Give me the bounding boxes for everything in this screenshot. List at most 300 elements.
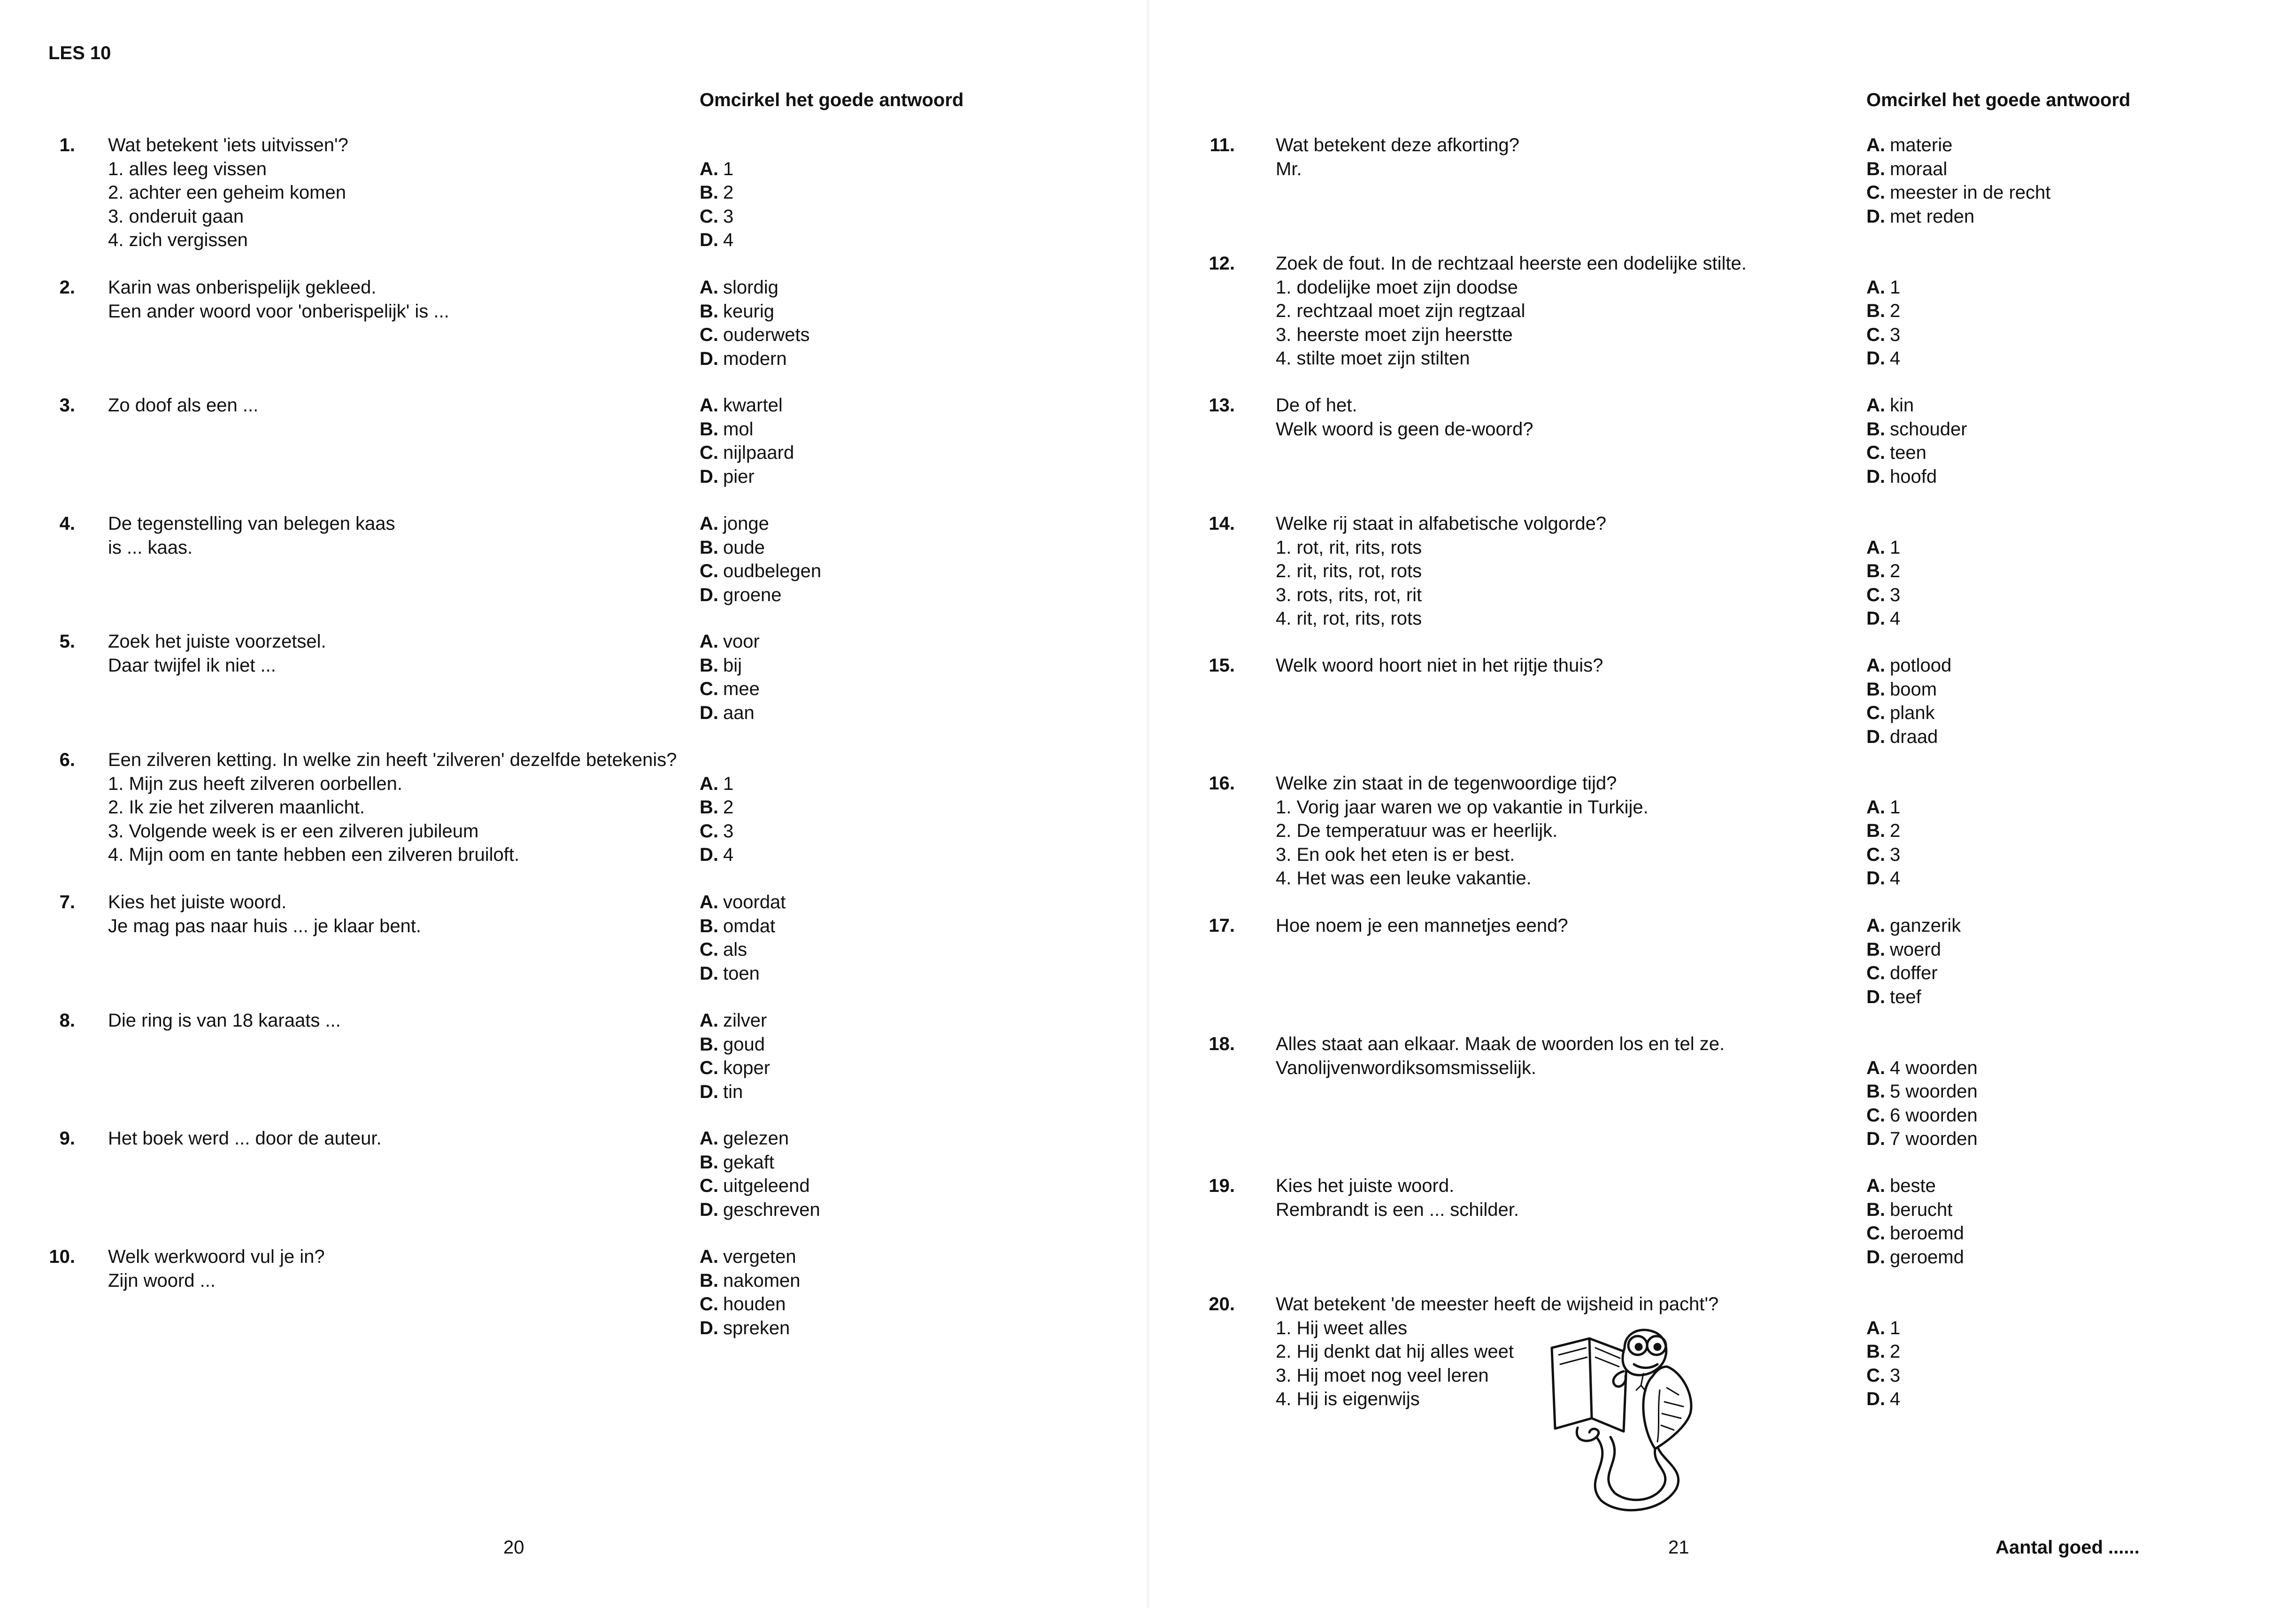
answer-option-c[interactable]: [1866, 1104, 1978, 1128]
question-line: Het boek werd ... door de auteur.: [108, 1128, 382, 1149]
question-line: 3. rots, rits, rot, rit: [1276, 584, 1422, 605]
answer-option-b[interactable]: [1866, 1080, 1978, 1104]
page-number: 21: [1668, 1537, 1689, 1558]
option-letter: D.: [1866, 466, 1885, 487]
answer-options: [1866, 536, 1900, 631]
option-letter: A.: [1866, 915, 1885, 936]
question-line: Zijn woord ...: [108, 1270, 216, 1291]
question-text: [108, 394, 258, 417]
question-number: 5.: [59, 631, 75, 652]
option-text: modern: [723, 348, 787, 369]
answer-options: [700, 512, 821, 607]
question-line: Die ring is van 18 karaats ...: [108, 1010, 341, 1031]
question-line: 3. Hij moet nog veel leren: [1276, 1365, 1489, 1386]
option-letter: D.: [1866, 348, 1885, 369]
option-text: voor: [723, 631, 760, 652]
question-line: Een ander woord voor 'onberispelijk' is ...: [108, 301, 449, 322]
option-text: 3: [1890, 584, 1901, 605]
option-text: 4: [723, 230, 734, 250]
option-letter: B.: [1866, 418, 1885, 440]
answer-option-c[interactable]: [700, 677, 760, 701]
answer-option-b[interactable]: [700, 181, 733, 205]
answer-options: [700, 890, 786, 985]
option-text: 2: [723, 182, 734, 203]
option-letter: B.: [700, 1034, 718, 1055]
question-number: 10.: [49, 1246, 75, 1267]
answer-option-b[interactable]: [1866, 1198, 1964, 1222]
answer-option-c[interactable]: [1866, 441, 1967, 465]
question-line: De tegenstelling van belegen kaas: [108, 513, 395, 534]
option-text: als: [723, 939, 747, 960]
answer-option-d[interactable]: [1866, 1127, 1978, 1151]
answer-option-b[interactable]: [1866, 299, 1900, 323]
answer-option-c[interactable]: [700, 938, 786, 962]
option-letter: B.: [700, 418, 718, 440]
option-text: beroemd: [1890, 1223, 1964, 1244]
question-line: Je mag pas naar huis ... je klaar bent.: [108, 915, 422, 936]
option-letter: A.: [1866, 1057, 1885, 1078]
question-line: Welk werkwoord vul je in?: [108, 1246, 325, 1267]
question-number: 3.: [59, 395, 75, 416]
option-text: meester in de recht: [1890, 182, 2051, 203]
answer-option-c[interactable]: [700, 323, 810, 347]
option-text: potlood: [1890, 655, 1952, 676]
answer-option-c[interactable]: [700, 1056, 770, 1080]
option-text: geschreven: [723, 1199, 820, 1220]
answer-option-d[interactable]: [1866, 607, 1900, 631]
answer-option-d[interactable]: [700, 583, 821, 607]
answer-option-d[interactable]: [700, 465, 794, 489]
answer-option-c[interactable]: [700, 559, 821, 583]
option-text: 1: [1890, 537, 1901, 558]
option-text: draad: [1890, 726, 1938, 747]
answer-option-a[interactable]: [1866, 796, 1900, 819]
answer-option-d[interactable]: [1866, 866, 1900, 890]
option-letter: B.: [1866, 820, 1885, 841]
answer-option-d[interactable]: [1866, 465, 1967, 489]
answer-option-b[interactable]: [700, 1033, 770, 1057]
question-line: Zoek het juiste voorzetsel.: [108, 631, 326, 652]
answer-option-b[interactable]: [1866, 819, 1900, 843]
answer-option-d[interactable]: [700, 701, 760, 725]
question-line: 1. alles leeg vissen: [108, 158, 267, 179]
answer-option-a[interactable]: [1866, 1316, 1900, 1340]
option-text: kin: [1890, 395, 1914, 416]
option-letter: B.: [700, 797, 718, 818]
instruction-heading: Omcirkel het goede antwoord: [1866, 90, 2131, 110]
question-number: 12.: [1209, 253, 1235, 274]
answer-option-a[interactable]: [700, 1127, 820, 1151]
option-text: ganzerik: [1890, 915, 1961, 936]
option-text: doffer: [1890, 963, 1938, 983]
answer-option-d[interactable]: [1866, 347, 1900, 371]
question-line: Hoe noem je een mannetjes eend?: [1276, 915, 1568, 936]
answer-option-a[interactable]: [1866, 914, 1961, 938]
option-letter: B.: [1866, 939, 1885, 960]
answer-option-c[interactable]: [1866, 961, 1961, 985]
option-letter: D.: [700, 1199, 718, 1220]
question-line: Vanolijvenwordiksomsmisselijk.: [1276, 1057, 1536, 1078]
option-letter: C.: [1866, 1365, 1885, 1386]
option-text: 2: [1890, 561, 1901, 581]
option-text: 1: [1890, 796, 1901, 818]
option-text: voordat: [723, 892, 786, 912]
answer-option-b[interactable]: [700, 1269, 801, 1293]
answer-option-c[interactable]: [1866, 583, 1900, 607]
answer-option-c[interactable]: [700, 819, 733, 843]
question-line: 1. Hij weet alles: [1276, 1317, 1408, 1338]
option-text: vergeten: [723, 1246, 796, 1267]
option-letter: D.: [1866, 868, 1885, 889]
question-line: 2. rit, rits, rot, rots: [1276, 561, 1422, 581]
answer-option-b[interactable]: [1866, 1340, 1900, 1364]
question-text: [1276, 394, 1533, 441]
answer-option-d[interactable]: [1866, 1245, 1964, 1269]
option-text: boom: [1890, 679, 1937, 700]
answer-options: [700, 276, 810, 371]
question-line: 3. En ook het eten is er best.: [1276, 844, 1515, 865]
answer-option-c[interactable]: [1866, 181, 2050, 205]
option-letter: C.: [700, 820, 718, 842]
question-number: 4.: [59, 513, 75, 534]
answer-option-d[interactable]: [700, 843, 733, 867]
answer-option-a[interactable]: [1866, 654, 1951, 678]
option-text: uitgeleend: [723, 1175, 810, 1196]
answer-options: [1866, 654, 1951, 749]
question-number: 16.: [1209, 773, 1235, 794]
question-line: Mr.: [1276, 158, 1302, 179]
option-letter: D.: [1866, 608, 1885, 629]
option-letter: C.: [700, 325, 718, 345]
option-letter: C.: [700, 206, 718, 227]
answer-option-d[interactable]: [1866, 985, 1961, 1009]
question-text: [1276, 512, 1606, 631]
option-letter: D.: [700, 702, 718, 723]
option-text: bij: [723, 655, 742, 676]
option-letter: A.: [1866, 277, 1885, 298]
question-line: Daar twijfel ik niet ...: [108, 655, 276, 676]
answer-options: [700, 772, 733, 867]
question-number: 2.: [59, 277, 75, 298]
question-line: Rembrandt is een ... schilder.: [1276, 1199, 1519, 1220]
question-text: [108, 276, 449, 323]
option-text: 1: [1890, 1317, 1901, 1338]
answer-option-c[interactable]: [700, 1174, 820, 1198]
question-line: 4. Hij is eigenwijs: [1276, 1389, 1420, 1409]
option-letter: C.: [700, 1175, 718, 1196]
answer-option-c[interactable]: [1866, 701, 1951, 725]
option-letter: B.: [700, 915, 718, 936]
answer-option-b[interactable]: [1866, 678, 1951, 702]
answer-option-a[interactable]: [1866, 276, 1900, 300]
option-text: 3: [723, 206, 734, 227]
question-line: 1. dodelijke moet zijn doodse: [1276, 277, 1518, 298]
question-line: 4. zich vergissen: [108, 230, 248, 250]
option-text: 3: [1890, 844, 1901, 865]
question-text: [1276, 772, 1649, 890]
answer-option-a[interactable]: [700, 1245, 801, 1269]
option-text: geroemd: [1890, 1246, 1964, 1268]
answer-option-b[interactable]: [1866, 938, 1961, 962]
option-letter: A.: [700, 1128, 718, 1149]
answer-option-a[interactable]: [700, 772, 733, 796]
option-text: 3: [723, 820, 734, 842]
answer-options: [700, 1127, 820, 1221]
option-text: 4: [1890, 608, 1901, 629]
question-text: [108, 512, 395, 559]
answer-option-c[interactable]: [700, 1292, 801, 1316]
option-letter: D.: [700, 844, 718, 865]
option-text: 1: [1890, 277, 1901, 298]
option-text: berucht: [1890, 1199, 1953, 1220]
option-text: nakomen: [723, 1270, 801, 1291]
question-line: 4. rit, rot, rits, rots: [1276, 608, 1422, 629]
question-line: Een zilveren ketting. In welke zin heeft 'zilveren' dezelfde betekenis?: [108, 750, 677, 770]
option-letter: D.: [700, 348, 718, 369]
option-text: 4: [723, 844, 734, 865]
answer-option-a[interactable]: [700, 630, 760, 654]
option-text: spreken: [723, 1317, 790, 1338]
question-line: 2. achter een geheim komen: [108, 182, 346, 203]
answer-option-d[interactable]: [700, 347, 810, 371]
question-line: 4. stilte moet zijn stilten: [1276, 348, 1470, 369]
option-text: nijlpaard: [723, 442, 794, 463]
question-line: Welk woord hoort niet in het rijtje thuis?: [1276, 655, 1603, 676]
answer-option-b[interactable]: [700, 1151, 820, 1175]
option-text: hoofd: [1890, 466, 1937, 487]
option-text: 5 woorden: [1890, 1081, 1978, 1102]
answer-option-a[interactable]: [700, 276, 810, 300]
question-text: [108, 630, 326, 677]
question-number: 20.: [1209, 1294, 1235, 1314]
answer-option-a[interactable]: [700, 890, 786, 914]
question-line: Wat betekent deze afkorting?: [1276, 135, 1519, 155]
option-letter: B.: [1866, 679, 1885, 700]
option-text: 6 woorden: [1890, 1105, 1978, 1126]
answer-option-a[interactable]: [1866, 133, 2050, 157]
answer-option-b[interactable]: [700, 536, 821, 560]
answer-options: [1866, 796, 1900, 890]
question-number: 13.: [1209, 395, 1235, 416]
question-line: 2. Ik zie het zilveren maanlicht.: [108, 797, 365, 818]
option-text: 3: [1890, 324, 1901, 345]
option-letter: A.: [700, 1246, 718, 1267]
answer-option-b[interactable]: [700, 654, 760, 678]
question-line: 1. rot, rit, rits, rots: [1276, 537, 1422, 558]
question-line: Kies het juiste woord.: [108, 892, 287, 912]
option-letter: C.: [1866, 442, 1885, 463]
option-letter: D.: [700, 1317, 718, 1338]
question-line: 2. Hij denkt dat hij alles weet: [1276, 1341, 1514, 1362]
instruction-heading: Omcirkel het goede antwoord: [700, 90, 964, 110]
option-text: gekaft: [723, 1152, 774, 1173]
option-text: 2: [1890, 820, 1901, 841]
option-text: 3: [1890, 1365, 1901, 1386]
option-letter: C.: [700, 679, 718, 699]
question-line: 4. Het was een leuke vakantie.: [1276, 868, 1532, 889]
option-text: omdat: [723, 915, 776, 936]
answer-options: [700, 630, 760, 725]
option-letter: A.: [700, 158, 718, 179]
question-number: 19.: [1209, 1175, 1235, 1196]
answer-options: [700, 394, 794, 488]
answer-option-a[interactable]: [1866, 1056, 1978, 1080]
answer-option-d[interactable]: [700, 1316, 801, 1340]
option-text: schouder: [1890, 418, 1967, 440]
option-letter: C.: [1866, 963, 1885, 983]
answer-option-b[interactable]: [700, 417, 794, 441]
option-letter: A.: [1866, 537, 1885, 558]
option-letter: C.: [1866, 182, 1885, 203]
option-text: woerd: [1890, 939, 1941, 960]
option-text: 2: [1890, 1341, 1901, 1362]
option-text: 1: [723, 773, 734, 794]
option-text: 2: [1890, 301, 1901, 321]
option-text: oudbelegen: [723, 561, 822, 581]
question-number: 18.: [1209, 1034, 1235, 1054]
answer-option-c[interactable]: [1866, 323, 1900, 347]
option-text: toen: [723, 963, 760, 984]
answer-options: [700, 1009, 770, 1104]
option-letter: B.: [1866, 1341, 1885, 1362]
answer-option-a[interactable]: [1866, 394, 1967, 417]
option-text: 2: [723, 797, 734, 818]
question-line: Welke rij staat in alfabetische volgorde?: [1276, 513, 1607, 534]
answer-options: [700, 157, 733, 252]
question-number: 7.: [59, 892, 75, 912]
answer-option-c[interactable]: [1866, 1364, 1900, 1388]
question-line: Wat betekent 'de meester heeft de wijsheid in pacht'?: [1276, 1294, 1719, 1314]
option-letter: B.: [700, 1270, 718, 1291]
answer-option-a[interactable]: [1866, 1174, 1964, 1198]
answer-option-a[interactable]: [700, 512, 821, 536]
question-number: 17.: [1209, 915, 1235, 936]
answer-option-a[interactable]: [700, 1009, 770, 1033]
answer-option-b[interactable]: [1866, 417, 1967, 441]
option-letter: C.: [700, 939, 718, 960]
answer-option-d[interactable]: [700, 962, 786, 986]
option-text: 4: [1890, 868, 1901, 889]
option-letter: D.: [1866, 1129, 1885, 1149]
option-text: teef: [1890, 986, 1921, 1007]
question-line: Kies het juiste woord.: [1276, 1175, 1455, 1196]
option-letter: A.: [700, 277, 718, 298]
answer-options: [1866, 1174, 1964, 1269]
option-letter: C.: [1866, 324, 1885, 345]
answer-option-b[interactable]: [1866, 157, 2050, 181]
answer-option-b[interactable]: [700, 796, 733, 819]
option-letter: D.: [1866, 1246, 1885, 1268]
option-text: slordig: [723, 277, 778, 298]
option-text: keurig: [723, 301, 774, 322]
answer-option-a[interactable]: [700, 394, 794, 417]
question-line: 4. Mijn oom en tante hebben een zilveren bruiloft.: [108, 844, 520, 865]
answer-option-a[interactable]: [700, 157, 733, 181]
question-text: [108, 133, 348, 252]
question-line: is ... kaas.: [108, 537, 193, 558]
option-letter: A.: [1866, 1317, 1885, 1338]
option-letter: C.: [1866, 584, 1885, 605]
answer-option-d[interactable]: [1866, 1387, 1900, 1411]
option-letter: C.: [700, 561, 718, 581]
option-letter: D.: [1866, 206, 1885, 227]
answer-option-c[interactable]: [700, 205, 733, 229]
answer-option-c[interactable]: [700, 441, 794, 465]
question-text: [1276, 1174, 1519, 1221]
answer-option-d[interactable]: [700, 1198, 820, 1222]
question-text: [1276, 1032, 1725, 1080]
option-text: ouderwets: [723, 325, 810, 345]
question-text: [1276, 133, 1519, 181]
option-letter: B.: [1866, 1081, 1885, 1102]
option-letter: C.: [1866, 703, 1885, 723]
option-text: materie: [1890, 135, 1953, 155]
option-text: met reden: [1890, 206, 1975, 227]
option-letter: D.: [700, 230, 718, 250]
answer-options: [1866, 394, 1967, 488]
answer-option-d[interactable]: [700, 1080, 770, 1104]
cobra-reading-book-icon: [1545, 1320, 1780, 1517]
option-letter: B.: [700, 655, 718, 676]
option-text: kwartel: [723, 395, 783, 416]
option-letter: D.: [700, 584, 718, 605]
question-line: 1. Vorig jaar waren we op vakantie in Turkije.: [1276, 796, 1649, 818]
question-number: 14.: [1209, 513, 1235, 534]
answer-option-d[interactable]: [1866, 205, 2050, 229]
option-letter: B.: [1866, 301, 1885, 321]
option-text: aan: [723, 702, 755, 723]
answer-option-d[interactable]: [1866, 725, 1951, 749]
option-letter: B.: [700, 537, 718, 558]
question-line: 3. Volgende week is er een zilveren jubileum: [108, 820, 479, 842]
answer-option-b[interactable]: [700, 300, 810, 324]
option-letter: B.: [1866, 1199, 1885, 1220]
question-line: Welk woord is geen de-woord?: [1276, 418, 1533, 440]
option-letter: A.: [1866, 395, 1885, 416]
option-text: gelezen: [723, 1128, 789, 1149]
answer-options: [1866, 914, 1961, 1009]
question-line: Zoek de fout. In de rechtzaal heerste een dodelijke stilte.: [1276, 253, 1747, 274]
answer-options: [1866, 1056, 1978, 1151]
option-letter: D.: [700, 1081, 718, 1102]
answer-options: [700, 1245, 801, 1340]
option-letter: B.: [700, 182, 718, 203]
answer-options: [1866, 1316, 1900, 1411]
question-number: 1.: [59, 135, 75, 155]
answer-option-b[interactable]: [1866, 559, 1900, 583]
option-text: mol: [723, 418, 754, 440]
question-line: Karin was onberispelijk gekleed.: [108, 277, 377, 298]
answer-option-c[interactable]: [1866, 843, 1900, 867]
answer-option-c[interactable]: [1866, 1221, 1964, 1245]
option-text: jonge: [723, 513, 769, 534]
option-letter: D.: [1866, 986, 1885, 1007]
question-line: 2. De temperatuur was er heerlijk.: [1276, 820, 1558, 841]
answer-option-a[interactable]: [1866, 536, 1900, 560]
option-text: oude: [723, 537, 765, 558]
option-letter: A.: [1866, 655, 1885, 676]
question-text: [108, 1009, 341, 1033]
question-number: 8.: [59, 1010, 75, 1031]
option-text: groene: [723, 584, 782, 605]
option-letter: D.: [1866, 726, 1885, 747]
answer-option-d[interactable]: [700, 228, 733, 252]
question-number: 15.: [1209, 655, 1235, 676]
answer-option-b[interactable]: [700, 914, 786, 938]
page-number: 20: [503, 1537, 524, 1558]
option-text: plank: [1890, 703, 1935, 723]
option-text: 4: [1890, 1389, 1901, 1409]
